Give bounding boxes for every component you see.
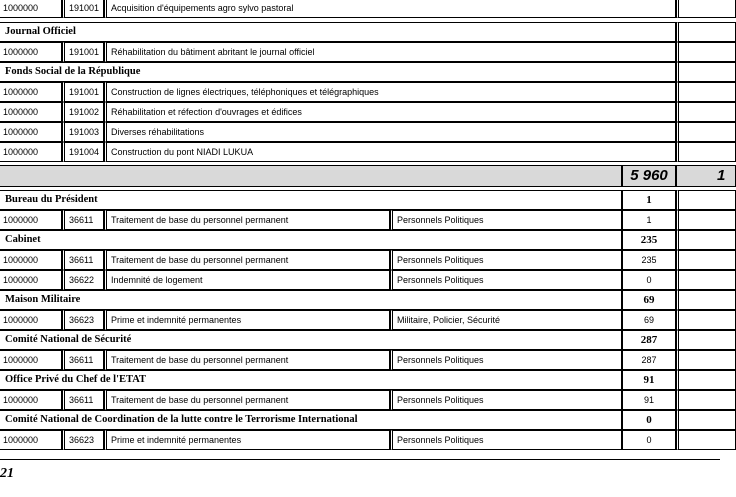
total-next-amount: 1 (676, 165, 736, 187)
label-cell: Diverses réhabilitations (104, 122, 676, 142)
section-title: Office Privé du Chef de l'ETAT (0, 370, 622, 390)
section-header (0, 370, 736, 390)
section-title: Maison Militaire (0, 290, 622, 310)
category-cell: Personnels Politiques (390, 250, 622, 270)
amount-cell (676, 142, 736, 162)
amount-cell (676, 410, 736, 430)
code-cell: 1000000 (0, 42, 62, 62)
label-cell: Traitement de base du personnel permanent (104, 390, 390, 410)
total-label-cell (0, 165, 622, 187)
footer-rule (0, 459, 720, 460)
table-row (0, 350, 736, 370)
total-amount: 5 960 (622, 165, 676, 187)
category-cell: Personnels Politiques (390, 210, 622, 230)
article-cell: 191003 (62, 122, 104, 142)
table-row (0, 122, 736, 142)
section-header (0, 410, 736, 430)
category-cell: Personnels Politiques (390, 390, 622, 410)
table-row (0, 0, 736, 18)
section-amount: 1 (622, 190, 676, 210)
amount-cell (676, 22, 736, 42)
amount-cell (676, 102, 736, 122)
table-row (0, 310, 736, 330)
article-cell: 191001 (62, 42, 104, 62)
article-cell: 36611 (62, 350, 104, 370)
code-cell: 1000000 (0, 310, 62, 330)
category-cell: Militaire, Policier, Sécurité (390, 310, 622, 330)
article-cell: 36611 (62, 390, 104, 410)
article-cell: 191004 (62, 142, 104, 162)
amount-cell (676, 42, 736, 62)
code-cell: 1000000 (0, 270, 62, 290)
article-cell: 36611 (62, 250, 104, 270)
section-title: Comité National de Sécurité (0, 330, 622, 350)
article-cell: 191002 (62, 102, 104, 122)
code-cell: 1000000 (0, 142, 62, 162)
section-header (0, 190, 736, 210)
section-header (0, 290, 736, 310)
category-cell: Personnels Politiques (390, 350, 622, 370)
table-row (0, 430, 736, 450)
amount-cell (676, 370, 736, 390)
code-cell: 1000000 (0, 122, 62, 142)
label-cell: Acquisition d'équipements agro sylvo pastoral (104, 0, 676, 18)
amount-cell (676, 250, 736, 270)
amount-cell: 69 (622, 310, 676, 330)
table-row (0, 102, 736, 122)
category-cell: Personnels Politiques (390, 430, 622, 450)
article-cell: 36611 (62, 210, 104, 230)
section-title: Bureau du Président (0, 190, 622, 210)
code-cell: 1000000 (0, 210, 62, 230)
section-amount: 91 (622, 370, 676, 390)
table-row (0, 390, 736, 410)
section-header (0, 330, 736, 350)
amount-cell (676, 310, 736, 330)
amount-cell (676, 0, 736, 18)
amount-cell (676, 122, 736, 142)
amount-cell: 235 (622, 250, 676, 270)
code-cell: 1000000 (0, 350, 62, 370)
amount-cell (676, 290, 736, 310)
amount-cell: 0 (622, 430, 676, 450)
code-cell: 1000000 (0, 102, 62, 122)
article-cell: 36623 (62, 430, 104, 450)
amount-cell (676, 62, 736, 82)
code-cell: 1000000 (0, 390, 62, 410)
code-cell: 1000000 (0, 82, 62, 102)
label-cell: Traitement de base du personnel permanent (104, 350, 390, 370)
table-row (0, 42, 736, 62)
amount-cell (676, 430, 736, 450)
section-amount: 0 (622, 410, 676, 430)
amount-cell (676, 190, 736, 210)
section-amount: 69 (622, 290, 676, 310)
amount-cell (676, 330, 736, 350)
table-row (0, 142, 736, 162)
label-cell: Construction du pont NIADI LUKUA (104, 142, 676, 162)
table-row (0, 210, 736, 230)
page-number: 21 (0, 466, 14, 481)
amount-cell (676, 82, 736, 102)
section-amount: 287 (622, 330, 676, 350)
amount-cell (676, 390, 736, 410)
code-cell: 1000000 (0, 430, 62, 450)
table-row (0, 250, 736, 270)
label-cell: Construction de lignes électriques, téléphoniques et télégraphiques (104, 82, 676, 102)
amount-cell: 0 (622, 270, 676, 290)
section-title: Comité National de Coordination de la lutte contre le Terrorisme International (0, 410, 622, 430)
section-title: Cabinet (0, 230, 622, 250)
section-header (0, 22, 736, 42)
label-cell: Traitement de base du personnel permanent (104, 210, 390, 230)
label-cell: Indemnité de logement (104, 270, 390, 290)
label-cell: Réhabilitation et réfection d'ouvrages et édifices (104, 102, 676, 122)
label-cell: Prime et indemnité permanentes (104, 310, 390, 330)
code-cell: 1000000 (0, 250, 62, 270)
section-header (0, 62, 736, 82)
article-cell: 191001 (62, 0, 104, 18)
label-cell: Traitement de base du personnel permanent (104, 250, 390, 270)
section-amount: 235 (622, 230, 676, 250)
label-cell: Prime et indemnité permanentes (104, 430, 390, 450)
amount-cell (676, 210, 736, 230)
table-row (0, 82, 736, 102)
code-cell: 1000000 (0, 0, 62, 18)
section-title: Fonds Social de la République (0, 62, 676, 82)
category-cell: Personnels Politiques (390, 270, 622, 290)
table-row (0, 270, 736, 290)
section-title: Journal Officiel (0, 22, 676, 42)
amount-cell: 1 (622, 210, 676, 230)
amount-cell (676, 350, 736, 370)
amount-cell: 91 (622, 390, 676, 410)
amount-cell (676, 230, 736, 250)
article-cell: 36623 (62, 310, 104, 330)
section-header (0, 230, 736, 250)
amount-cell (676, 270, 736, 290)
amount-cell: 287 (622, 350, 676, 370)
article-cell: 191001 (62, 82, 104, 102)
article-cell: 36622 (62, 270, 104, 290)
label-cell: Réhabilitation du bâtiment abritant le journal officiel (104, 42, 676, 62)
